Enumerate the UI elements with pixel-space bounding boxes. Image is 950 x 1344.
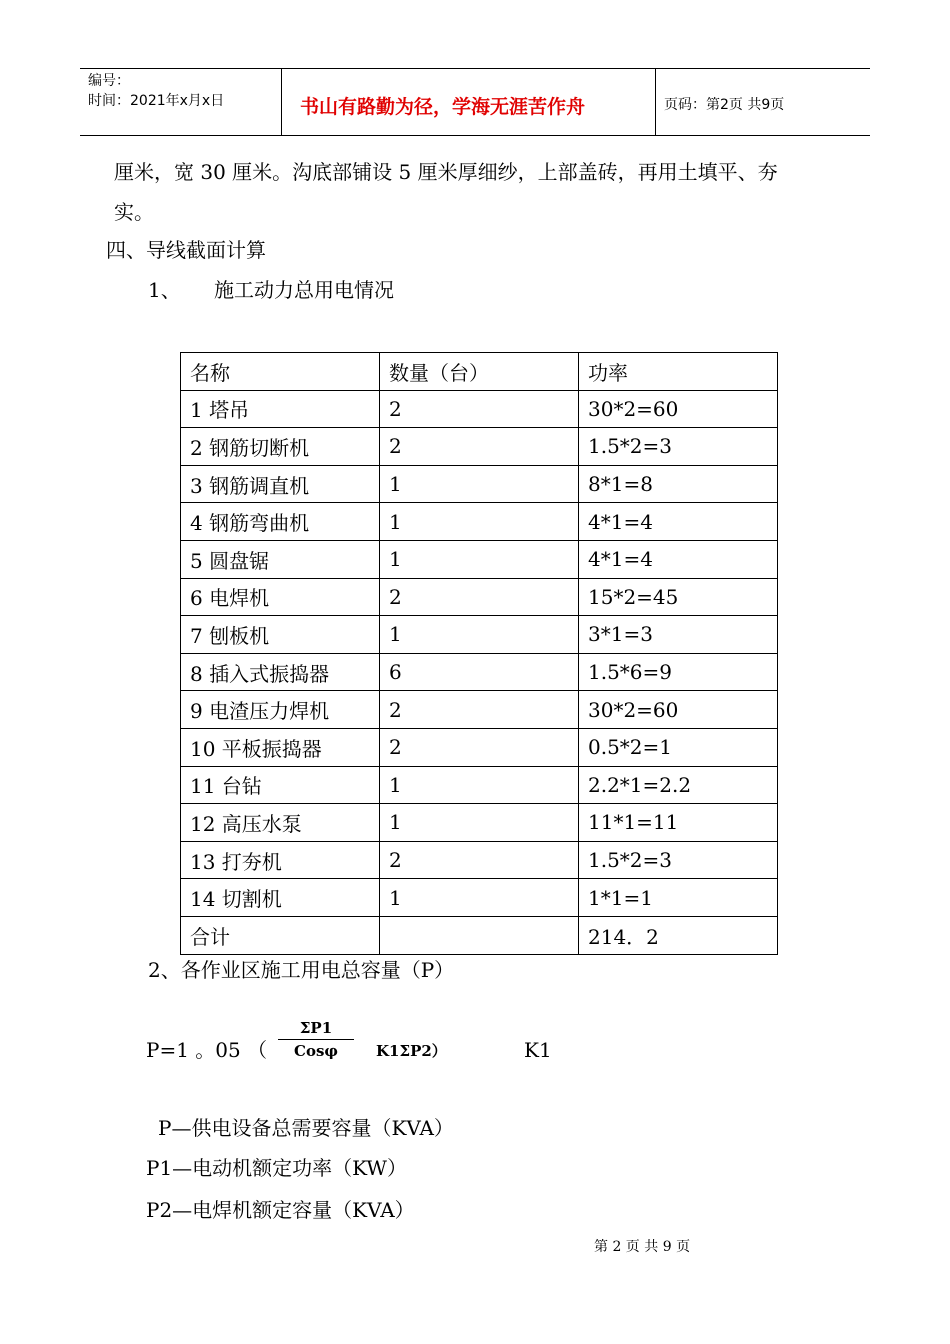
table-row (181, 390, 778, 428)
table-row (181, 841, 778, 879)
table-cell: 4*1=4 (579, 503, 778, 541)
fraction-numerator: ΣP1 (299, 1019, 333, 1037)
table-cell: 1 (380, 804, 579, 842)
definition-p2: P2—电焊机额定容量（KVA） (146, 1198, 415, 1222)
table-cell: 1 (380, 879, 579, 917)
subsection-title: 施工动力总用电情况 (214, 278, 394, 302)
definition-p: P—供电设备总需要容量（KVA） (158, 1116, 454, 1140)
table-cell: 1 (380, 465, 579, 503)
header-time-label: 时间：2021年x月x日 (88, 93, 225, 109)
table-cell: 1.5*2=3 (579, 841, 778, 879)
table-total-row (181, 916, 778, 954)
table-cell: 8 插入式振捣器 (181, 653, 380, 691)
table-cell: 0.5*2=1 (579, 728, 778, 766)
table-row (181, 428, 778, 466)
table-cell: 2 (380, 691, 579, 729)
table-cell: 1 (380, 503, 579, 541)
table-cell: 5 圆盘锯 (181, 540, 380, 578)
table-cell: 15*2=45 (579, 578, 778, 616)
table-cell: 2.2*1=2.2 (579, 766, 778, 804)
table-cell: 3*1=3 (579, 616, 778, 654)
section-heading: 四、导线截面计算 (106, 238, 266, 262)
table-cell: 1.5*6=9 (579, 653, 778, 691)
table-cell: 1 塔吊 (181, 390, 380, 428)
table-cell: 4 钢筋弯曲机 (181, 503, 380, 541)
fraction-denominator: Cosφ (294, 1042, 338, 1060)
table-cell: 合计 (181, 916, 380, 954)
formula-lhs: P=1 。05 （ (146, 1038, 268, 1062)
table-cell: 7 刨板机 (181, 616, 380, 654)
table-row (181, 465, 778, 503)
paragraph-line-2: 实。 (114, 200, 154, 224)
table-row (181, 540, 778, 578)
header-serial-label: 编号： (88, 73, 130, 89)
table-cell: 214．2 (579, 916, 778, 954)
table-cell: 1 (380, 766, 579, 804)
table-cell: 9 电渣压力焊机 (181, 691, 380, 729)
table-row (181, 503, 778, 541)
table-cell: 1 (380, 616, 579, 654)
table-header-row (181, 353, 778, 391)
table-row (181, 879, 778, 917)
table-header-cell: 功率 (579, 353, 778, 391)
header-top-rule (80, 68, 870, 69)
table-row (181, 616, 778, 654)
table-cell: 2 钢筋切断机 (181, 428, 380, 466)
table-row (181, 691, 778, 729)
fraction-bar (278, 1039, 354, 1040)
table-header-cell: 数量（台） (380, 353, 579, 391)
table-row (181, 766, 778, 804)
header-page-info: 页码：第2页 共9页 (664, 97, 785, 113)
table-row (181, 653, 778, 691)
table-cell: 30*2=60 (579, 390, 778, 428)
table-cell: 2 (380, 390, 579, 428)
table-cell: 2 (380, 428, 579, 466)
formula-fraction (278, 1018, 354, 1061)
formula-tail: K1 (524, 1038, 552, 1062)
header-motto: 书山有路勤为径，学海无涯苦作舟 (300, 96, 586, 118)
table-cell: 12 高压水泵 (181, 804, 380, 842)
table-cell: 1 (380, 540, 579, 578)
paragraph-line-1: 厘米，宽 30 厘米。沟底部铺设 5 厘米厚细纱，上部盖砖，再用土填平、夯 (114, 160, 778, 184)
table-row (181, 804, 778, 842)
table-cell: 1.5*2=3 (579, 428, 778, 466)
subsection-number: 1、 (148, 278, 181, 302)
table-cell: 3 钢筋调直机 (181, 465, 380, 503)
table-header-cell: 名称 (181, 353, 380, 391)
formula-rhs: K1ΣP2） (376, 1042, 447, 1060)
table-row (181, 578, 778, 616)
table-cell (380, 916, 579, 954)
header-divider-right (655, 68, 656, 136)
table-cell: 2 (380, 578, 579, 616)
header-bottom-rule (80, 135, 870, 136)
table-cell: 8*1=8 (579, 465, 778, 503)
table-cell: 30*2=60 (579, 691, 778, 729)
formula-heading: 2、各作业区施工用电总容量（P） (148, 958, 455, 982)
table-cell: 4*1=4 (579, 540, 778, 578)
table-cell: 11 台钻 (181, 766, 380, 804)
footer-page-label: 第 2 页 共 9 页 (594, 1239, 691, 1255)
table-cell: 11*1=11 (579, 804, 778, 842)
table-row (181, 728, 778, 766)
table-cell: 6 (380, 653, 579, 691)
table-cell: 13 打夯机 (181, 841, 380, 879)
header-divider-left (281, 68, 282, 136)
table-cell: 14 切割机 (181, 879, 380, 917)
table-cell: 2 (380, 841, 579, 879)
table-cell: 1*1=1 (579, 879, 778, 917)
table-cell: 10 平板振捣器 (181, 728, 380, 766)
table-cell: 6 电焊机 (181, 578, 380, 616)
definition-p1: P1—电动机额定功率（KW） (146, 1156, 407, 1180)
power-usage-table (180, 352, 778, 955)
table-cell: 2 (380, 728, 579, 766)
